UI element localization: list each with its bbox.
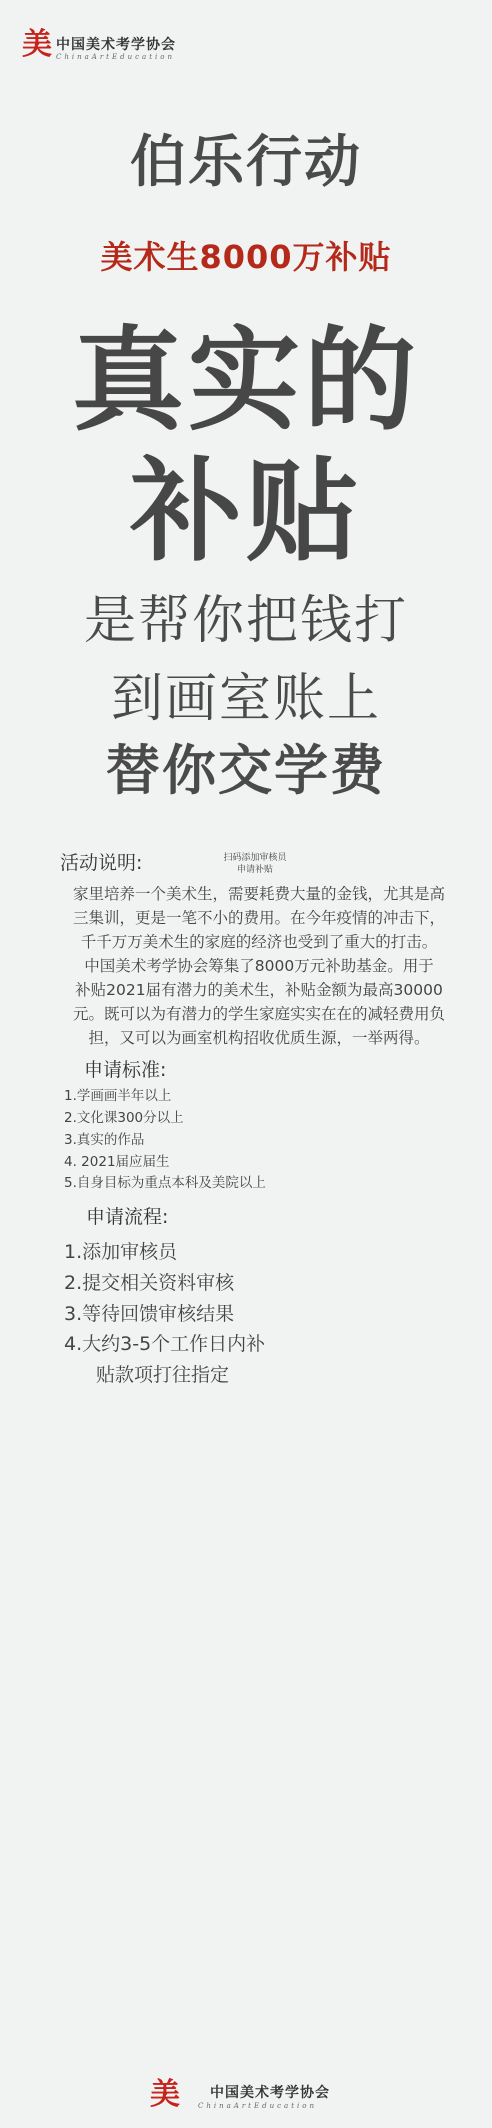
org-name: 中国美术考学协会 xyxy=(56,37,176,53)
standards-list xyxy=(64,1086,266,1195)
process-list xyxy=(64,1237,265,1391)
org-sub: ChinaArtEducation xyxy=(56,53,175,61)
hero-line-3: 是帮你把钱打 xyxy=(83,591,408,651)
list-item: 2.提交相关资料审核 xyxy=(64,1271,235,1294)
intro-line: 补贴2021届有潜力的美术生，补贴金额为最高30000 xyxy=(75,981,443,1000)
org-sub: ChinaArtEducation xyxy=(198,2102,317,2110)
list-item: 1.学画画半年以上 xyxy=(64,1088,172,1104)
logo-mark-icon: 美 xyxy=(22,27,52,62)
activity-heading: 活动说明: xyxy=(60,852,143,874)
standards-heading: 申请标准: xyxy=(84,1059,167,1081)
list-item: 3.等待回馈审核结果 xyxy=(64,1302,235,1325)
qr-note xyxy=(210,852,300,876)
list-item: 5.自身目标为重点本科及美院以上 xyxy=(64,1175,266,1192)
list-item: 2.文化课300分以上 xyxy=(64,1109,184,1126)
list-item: 1.添加审核员 xyxy=(64,1241,178,1263)
page-subtitle: 美术生8000万补贴 xyxy=(100,238,392,276)
hero-big-line-2: 补贴 xyxy=(130,447,362,577)
page-title: 伯乐行动 xyxy=(130,130,362,195)
intro-line: 中国美术考学协会筹集了8000万元补助基金。用于 xyxy=(84,957,434,976)
list-item: 3.真实的作品 xyxy=(64,1131,145,1148)
activity-intro xyxy=(50,882,468,1050)
hero-big-line-1: 真实的 xyxy=(72,316,420,446)
intro-line: 三集训，更是一笔不小的费用。在今年疫情的冲击下， xyxy=(72,909,445,928)
qr-note-line-2: 申请补贴 xyxy=(236,865,273,876)
intro-line: 担，又可以为画室机构招收优质生源，一举两得。 xyxy=(88,1029,430,1048)
intro-line: 元。既可以为有潜力的学生家庭实实在在的减轻费用负 xyxy=(72,1005,445,1024)
list-item: 4. 2021届应届生 xyxy=(64,1153,170,1170)
list-item: 4.大约3-5个工作日内补 xyxy=(64,1333,266,1356)
qr-note-line-1: 扫码添加审核员 xyxy=(223,853,287,863)
logo-mark-icon: 美 xyxy=(150,2077,180,2112)
list-item-continued: 贴款项打往指定 xyxy=(96,1364,230,1387)
hero-line-4: 到画室账上 xyxy=(110,669,381,729)
org-name: 中国美术考学协会 xyxy=(210,2085,330,2101)
hero-line-5: 替你交学费 xyxy=(106,739,386,802)
process-heading: 申请流程: xyxy=(86,1206,169,1228)
intro-line: 家里培养一个美术生，需要耗费大量的金钱，尤其是高 xyxy=(72,885,445,903)
intro-line: 千千万万美术生的家庭的经济也受到了重大的打击。 xyxy=(80,933,438,952)
